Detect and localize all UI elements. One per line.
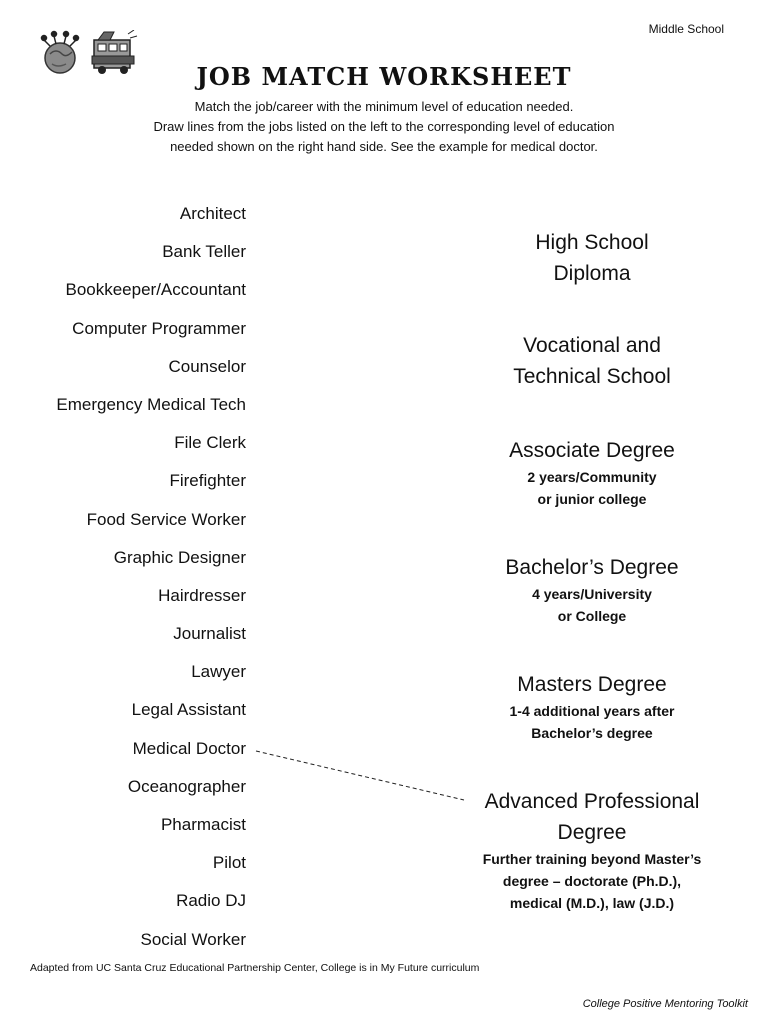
job-item[interactable]: Counselor: [168, 356, 246, 376]
worksheet-title: JOB MATCH WORKSHEET: [196, 62, 572, 91]
education-level-title: Degree: [557, 821, 627, 844]
education-level-detail: or College: [557, 608, 627, 624]
job-item[interactable]: Pharmacist: [160, 815, 246, 834]
source-credit: Adapted from UC Santa Cruz Educational Partnership Center, College is in My Future curriculum: [30, 962, 480, 974]
education-level-title: Technical School: [513, 365, 671, 388]
education-level-title: Advanced Professional: [484, 790, 700, 813]
job-item[interactable]: Emergency Medical Tech: [56, 394, 246, 414]
education-level-title: High School: [535, 231, 649, 254]
education-level-title: Bachelor’s Degree: [505, 556, 679, 579]
job-item[interactable]: Graphic Designer: [113, 547, 246, 567]
job-list: [0, 198, 246, 962]
job-item[interactable]: Journalist: [173, 624, 246, 644]
education-level-detail: degree – doctorate (Ph.D.),: [502, 873, 682, 889]
education-level-bachelors[interactable]: [452, 552, 732, 627]
job-item[interactable]: Firefighter: [169, 471, 246, 491]
job-item[interactable]: Bookkeeper/Accountant: [65, 280, 246, 300]
job-item[interactable]: Architect: [179, 204, 246, 223]
education-level-advanced[interactable]: [452, 786, 732, 914]
education-level-vocational[interactable]: [452, 330, 732, 392]
job-item[interactable]: Oceanographer: [127, 776, 246, 796]
instruction-line: needed shown on the right hand side. See the example for medical doctor.: [170, 139, 598, 154]
education-level-title: Diploma: [553, 262, 631, 285]
education-level-title: Vocational and: [523, 334, 661, 357]
job-item[interactable]: Bank Teller: [162, 242, 246, 262]
education-level-detail: or junior college: [537, 491, 647, 507]
job-item[interactable]: Radio DJ: [176, 891, 246, 911]
education-level-associate[interactable]: [452, 435, 732, 510]
education-level-high-school[interactable]: [452, 227, 732, 289]
grade-level-label: Middle School: [648, 22, 724, 36]
education-level-title: Associate Degree: [509, 439, 675, 462]
job-item[interactable]: Hairdresser: [158, 585, 246, 605]
job-item[interactable]: Legal Assistant: [131, 700, 246, 720]
instruction-line: Match the job/career with the minimum level of education needed.: [194, 99, 574, 114]
job-item[interactable]: File Clerk: [174, 433, 246, 453]
job-item[interactable]: Social Worker: [140, 929, 246, 949]
education-level-title: Masters Degree: [517, 673, 667, 696]
instructions: [84, 97, 684, 157]
job-item[interactable]: Pilot: [212, 853, 246, 873]
toolkit-label: College Positive Mentoring Toolkit: [582, 998, 748, 1010]
education-level-detail: 1-4 additional years after: [509, 703, 675, 719]
education-level-detail: 2 years/Community: [527, 469, 657, 485]
education-level-detail: medical (M.D.), law (J.D.): [509, 895, 675, 911]
education-level-detail: 4 years/University: [532, 586, 652, 602]
education-level-detail: Further training beyond Master’s: [482, 851, 702, 867]
job-item[interactable]: Computer Programmer: [72, 318, 246, 338]
instruction-line: Draw lines from the jobs listed on the left to the corresponding level of education: [153, 119, 615, 134]
education-level-detail: Bachelor’s degree: [531, 725, 653, 741]
job-item[interactable]: Lawyer: [191, 662, 246, 682]
job-item[interactable]: Medical Doctor: [132, 738, 246, 758]
education-level-masters[interactable]: [452, 669, 732, 744]
job-item[interactable]: Food Service Worker: [86, 509, 246, 529]
